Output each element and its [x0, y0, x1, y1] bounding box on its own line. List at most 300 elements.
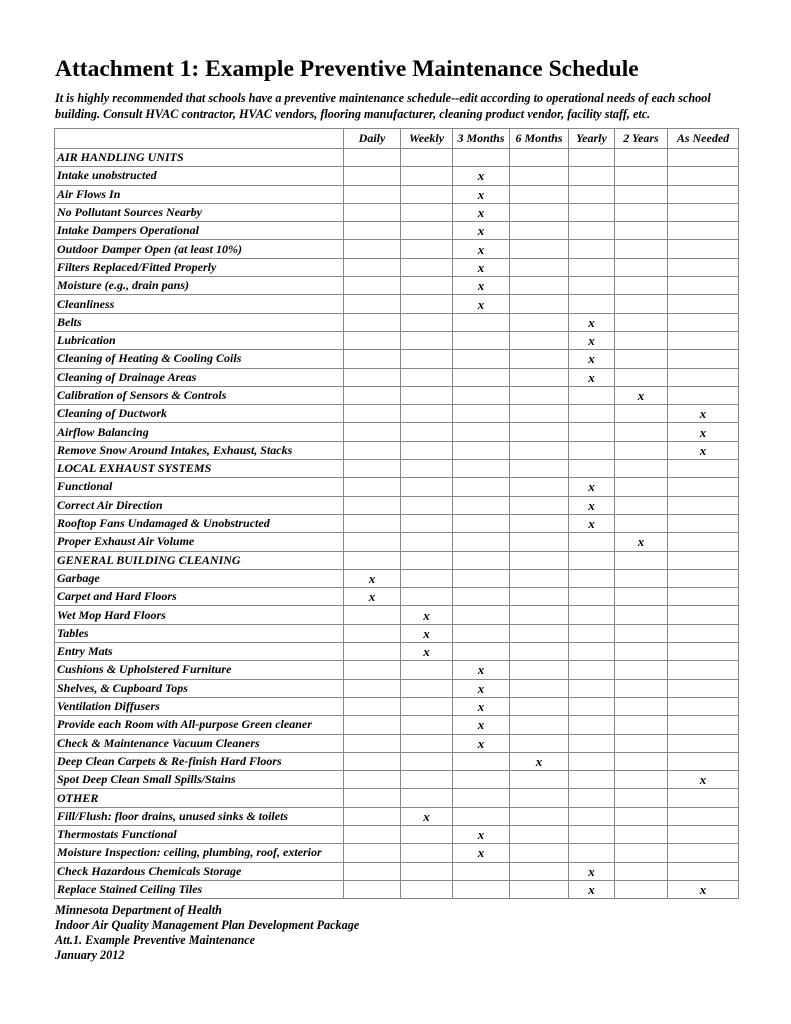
schedule-cell [615, 679, 668, 697]
task-label: Moisture (e.g., drain pans) [55, 277, 344, 295]
schedule-cell [401, 350, 453, 368]
schedule-cell [668, 789, 739, 807]
schedule-cell [510, 807, 569, 825]
task-label: Intake Dampers Operational [55, 222, 344, 240]
schedule-cell [615, 752, 668, 770]
task-label: Moisture Inspection: ceiling, plumbing, roof, exterior [55, 844, 344, 862]
schedule-cell [615, 386, 668, 404]
schedule-cell [668, 569, 739, 587]
schedule-cell [615, 606, 668, 624]
schedule-cell [344, 258, 401, 276]
schedule-cell [401, 862, 453, 880]
task-label: No Pollutant Sources Nearby [55, 203, 344, 221]
schedule-cell [510, 258, 569, 276]
schedule-cell [453, 643, 510, 661]
schedule-cell [453, 752, 510, 770]
schedule-mark: x [699, 772, 707, 788]
task-label: Ventilation Diffusers [55, 697, 344, 715]
task-label: Provide each Room with All-purpose Green cleaner [55, 716, 344, 734]
table-row [55, 679, 739, 697]
schedule-cell [615, 167, 668, 185]
schedule-cell [344, 771, 401, 789]
schedule-cell [453, 405, 510, 423]
schedule-cell [453, 825, 510, 843]
schedule-mark: x [423, 644, 430, 660]
footer-line: Indoor Air Quality Management Plan Development Package [55, 918, 360, 932]
footer [55, 903, 359, 963]
table-row [55, 624, 739, 642]
schedule-mark: x [588, 369, 595, 385]
schedule-mark: x [637, 534, 645, 550]
schedule-cell [510, 331, 569, 349]
schedule-cell [668, 185, 739, 203]
schedule-cell [668, 697, 739, 715]
schedule-cell [615, 405, 668, 423]
schedule-cell [344, 643, 401, 661]
schedule-cell [668, 734, 739, 752]
schedule-cell [510, 880, 569, 898]
schedule-cell [344, 551, 401, 569]
schedule-cell [569, 368, 615, 386]
schedule-cell [401, 277, 453, 295]
task-label: Calibration of Sensors & Controls [55, 386, 344, 404]
schedule-cell [453, 734, 510, 752]
schedule-cell [569, 752, 615, 770]
schedule-cell [510, 697, 569, 715]
task-label: Check Hazardous Chemicals Storage [55, 862, 344, 880]
schedule-cell [615, 643, 668, 661]
schedule-cell [668, 295, 739, 313]
schedule-cell [668, 825, 739, 843]
schedule-cell [668, 277, 739, 295]
schedule-mark: x [477, 735, 485, 751]
schedule-cell [569, 514, 615, 532]
table-row [55, 697, 739, 715]
schedule-cell [569, 185, 615, 203]
schedule-cell [569, 588, 615, 606]
schedule-cell [401, 588, 453, 606]
schedule-cell [569, 771, 615, 789]
schedule-cell [668, 313, 739, 331]
schedule-cell [453, 789, 510, 807]
schedule-cell [344, 295, 401, 313]
schedule-cell [453, 203, 510, 221]
schedule-cell [510, 149, 569, 167]
schedule-cell [453, 167, 510, 185]
schedule-cell [510, 441, 569, 459]
schedule-mark: x [477, 259, 485, 275]
schedule-cell [453, 606, 510, 624]
schedule-cell [569, 350, 615, 368]
schedule-cell [344, 825, 401, 843]
schedule-cell [569, 825, 615, 843]
schedule-cell [453, 862, 510, 880]
schedule-cell [453, 844, 510, 862]
schedule-cell [453, 368, 510, 386]
schedule-cell [401, 203, 453, 221]
schedule-cell [569, 405, 615, 423]
schedule-cell [401, 880, 453, 898]
schedule-mark: x [423, 808, 430, 824]
schedule-cell [344, 862, 401, 880]
schedule-cell [344, 149, 401, 167]
schedule-mark: x [477, 699, 485, 715]
schedule-mark: x [699, 424, 707, 440]
schedule-cell [569, 478, 615, 496]
schedule-cell [453, 551, 510, 569]
schedule-cell [401, 844, 453, 862]
schedule-cell [615, 551, 668, 569]
schedule-cell [668, 551, 739, 569]
task-label: Proper Exhaust Air Volume [55, 533, 344, 551]
schedule-cell [344, 277, 401, 295]
schedule-cell [615, 844, 668, 862]
schedule-mark: x [477, 827, 485, 843]
schedule-cell [401, 295, 453, 313]
task-label: Check & Maintenance Vacuum Cleaners [55, 734, 344, 752]
schedule-cell [344, 386, 401, 404]
task-label: Entry Mats [55, 643, 344, 661]
table-row [55, 533, 739, 551]
schedule-cell [344, 167, 401, 185]
schedule-cell [401, 679, 453, 697]
schedule-cell [401, 569, 453, 587]
schedule-cell [569, 697, 615, 715]
task-label: Belts [55, 313, 344, 331]
schedule-cell [401, 661, 453, 679]
schedule-mark: x [477, 662, 485, 678]
schedule-cell [401, 258, 453, 276]
footer-line: Att.1. Example Preventive Maintenance [55, 933, 256, 947]
schedule-cell [510, 771, 569, 789]
section-label: OTHER [55, 789, 344, 807]
schedule-cell [668, 149, 739, 167]
schedule-cell [668, 496, 739, 514]
header-task [55, 129, 344, 149]
task-label: Air Flows In [55, 185, 344, 203]
schedule-cell [569, 569, 615, 587]
schedule-cell [510, 679, 569, 697]
schedule-cell [510, 386, 569, 404]
schedule-cell [615, 661, 668, 679]
schedule-cell [453, 569, 510, 587]
schedule-cell [668, 716, 739, 734]
schedule-cell [401, 240, 453, 258]
task-label: Tables [55, 624, 344, 642]
schedule-cell [401, 697, 453, 715]
schedule-cell [668, 661, 739, 679]
schedule-cell [668, 331, 739, 349]
schedule-cell [510, 460, 569, 478]
schedule-cell [510, 734, 569, 752]
schedule-cell [668, 606, 739, 624]
task-label: Carpet and Hard Floors [55, 588, 344, 606]
task-label: Garbage [55, 569, 344, 587]
schedule-cell [510, 478, 569, 496]
schedule-cell [615, 331, 668, 349]
schedule-cell [344, 514, 401, 532]
task-label: Functional [55, 478, 344, 496]
schedule-mark: x [477, 278, 485, 294]
task-label: Cleaning of Heating & Cooling Coils [55, 350, 344, 368]
schedule-cell [344, 496, 401, 514]
table-row [55, 203, 739, 221]
schedule-cell [668, 386, 739, 404]
schedule-cell [569, 386, 615, 404]
schedule-cell [569, 661, 615, 679]
schedule-cell [615, 460, 668, 478]
schedule-cell [569, 222, 615, 240]
schedule-cell [668, 240, 739, 258]
task-label: Rooftop Fans Undamaged & Unobstructed [55, 514, 344, 532]
table-row [55, 222, 739, 240]
schedule-cell [668, 862, 739, 880]
schedule-cell [453, 386, 510, 404]
schedule-cell [453, 313, 510, 331]
schedule-cell [453, 423, 510, 441]
schedule-cell [668, 624, 739, 642]
table-row [55, 478, 739, 496]
table-row [55, 368, 739, 386]
schedule-cell [615, 789, 668, 807]
schedule-cell [615, 350, 668, 368]
task-label: Lubrication [55, 331, 344, 349]
schedule-cell [569, 679, 615, 697]
header-row [55, 129, 739, 149]
schedule-cell [453, 514, 510, 532]
schedule-cell [510, 350, 569, 368]
header-3-months: 3 Months [453, 129, 510, 149]
schedule-cell [569, 167, 615, 185]
schedule-cell [344, 789, 401, 807]
schedule-cell [401, 222, 453, 240]
schedule-cell [453, 679, 510, 697]
schedule-cell [615, 277, 668, 295]
table-row [55, 258, 739, 276]
schedule-cell [668, 350, 739, 368]
schedule-cell [401, 734, 453, 752]
schedule-mark: x [535, 753, 543, 769]
schedule-cell [344, 203, 401, 221]
schedule-cell [569, 643, 615, 661]
schedule-cell [453, 478, 510, 496]
schedule-cell [401, 716, 453, 734]
schedule-cell [569, 551, 615, 569]
schedule-cell [344, 368, 401, 386]
schedule-cell [453, 295, 510, 313]
schedule-cell [569, 880, 615, 898]
table-row [55, 350, 739, 368]
schedule-cell [453, 588, 510, 606]
section-label: GENERAL BUILDING CLEANING [55, 551, 344, 569]
schedule-mark: x [423, 625, 430, 641]
schedule-mark: x [588, 351, 595, 367]
schedule-cell [615, 771, 668, 789]
schedule-cell [569, 258, 615, 276]
maintenance-schedule-table [54, 128, 739, 899]
schedule-cell [453, 222, 510, 240]
footer-line: Minnesota Department of Health [55, 903, 222, 917]
table-row [55, 313, 739, 331]
schedule-cell [344, 679, 401, 697]
schedule-cell [668, 258, 739, 276]
section-row [55, 149, 739, 167]
schedule-cell [344, 624, 401, 642]
schedule-cell [569, 240, 615, 258]
schedule-cell [668, 478, 739, 496]
schedule-cell [344, 569, 401, 587]
schedule-mark: x [477, 241, 485, 257]
schedule-cell [569, 149, 615, 167]
schedule-cell [510, 185, 569, 203]
page-title: Attachment 1: Example Preventive Maintenance Schedule [55, 56, 639, 82]
schedule-cell [615, 588, 668, 606]
schedule-cell [401, 167, 453, 185]
task-label: Wet Mop Hard Floors [55, 606, 344, 624]
schedule-cell [569, 789, 615, 807]
schedule-cell [401, 441, 453, 459]
schedule-cell [453, 277, 510, 295]
schedule-cell [569, 313, 615, 331]
schedule-cell [344, 588, 401, 606]
task-label: Cleanliness [55, 295, 344, 313]
schedule-cell [401, 752, 453, 770]
section-row [55, 551, 739, 569]
schedule-cell [569, 716, 615, 734]
table-row [55, 588, 739, 606]
schedule-cell [344, 697, 401, 715]
task-label: Deep Clean Carpets & Re-finish Hard Floors [55, 752, 344, 770]
schedule-cell [453, 496, 510, 514]
header-as-needed: As Needed [668, 129, 739, 149]
schedule-cell [344, 478, 401, 496]
header-yearly: Yearly [569, 129, 615, 149]
schedule-mark: x [588, 314, 595, 330]
schedule-cell [668, 588, 739, 606]
schedule-cell [510, 313, 569, 331]
schedule-cell [668, 460, 739, 478]
table-row [55, 514, 739, 532]
table-row [55, 277, 739, 295]
schedule-cell [453, 807, 510, 825]
schedule-mark: x [699, 406, 707, 422]
schedule-mark: x [588, 882, 595, 898]
schedule-cell [615, 533, 668, 551]
schedule-cell [615, 624, 668, 642]
header-daily: Daily [344, 129, 401, 149]
schedule-cell [344, 423, 401, 441]
schedule-mark: x [368, 570, 376, 586]
schedule-cell [453, 350, 510, 368]
schedule-mark: x [477, 680, 485, 696]
schedule-cell [344, 460, 401, 478]
schedule-cell [510, 862, 569, 880]
schedule-cell [569, 203, 615, 221]
schedule-cell [510, 277, 569, 295]
schedule-cell [401, 551, 453, 569]
schedule-cell [453, 880, 510, 898]
schedule-cell [401, 478, 453, 496]
schedule-mark: x [477, 717, 485, 733]
schedule-cell [569, 734, 615, 752]
schedule-cell [569, 441, 615, 459]
section-row [55, 789, 739, 807]
schedule-cell [510, 533, 569, 551]
schedule-cell [401, 789, 453, 807]
schedule-cell [569, 606, 615, 624]
schedule-cell [668, 752, 739, 770]
schedule-cell [569, 423, 615, 441]
schedule-cell [668, 643, 739, 661]
schedule-cell [615, 222, 668, 240]
schedule-cell [510, 167, 569, 185]
schedule-cell [453, 441, 510, 459]
schedule-cell [510, 514, 569, 532]
schedule-cell [453, 258, 510, 276]
schedule-mark: x [588, 333, 595, 349]
table-row [55, 295, 739, 313]
schedule-cell [668, 533, 739, 551]
task-label: Spot Deep Clean Small Spills/Stains [55, 771, 344, 789]
table-row [55, 825, 739, 843]
schedule-cell [510, 496, 569, 514]
table-row [55, 167, 739, 185]
schedule-cell [615, 441, 668, 459]
schedule-cell [510, 240, 569, 258]
schedule-cell [344, 752, 401, 770]
table-row [55, 386, 739, 404]
schedule-cell [510, 368, 569, 386]
schedule-cell [615, 496, 668, 514]
task-label: Thermostats Functional [55, 825, 344, 843]
schedule-cell [615, 185, 668, 203]
schedule-cell [668, 679, 739, 697]
schedule-mark: x [588, 863, 595, 879]
schedule-cell [401, 331, 453, 349]
schedule-cell [344, 880, 401, 898]
schedule-cell [453, 624, 510, 642]
schedule-mark: x [477, 168, 485, 184]
schedule-cell [344, 350, 401, 368]
task-label: Shelves, & Cupboard Tops [55, 679, 344, 697]
schedule-cell [510, 844, 569, 862]
section-label: AIR HANDLING UNITS [55, 149, 344, 167]
schedule-cell [344, 533, 401, 551]
table-row [55, 405, 739, 423]
schedule-cell [510, 825, 569, 843]
task-label: Airflow Balancing [55, 423, 344, 441]
schedule-cell [453, 716, 510, 734]
schedule-cell [668, 880, 739, 898]
schedule-mark: x [477, 223, 485, 239]
section-label: LOCAL EXHAUST SYSTEMS [55, 460, 344, 478]
table-row [55, 716, 739, 734]
schedule-cell [615, 368, 668, 386]
schedule-cell [344, 331, 401, 349]
schedule-cell [453, 661, 510, 679]
table-row [55, 569, 739, 587]
schedule-cell [615, 478, 668, 496]
footer-line: January 2012 [55, 948, 125, 962]
schedule-cell [615, 716, 668, 734]
schedule-cell [569, 844, 615, 862]
schedule-cell [344, 441, 401, 459]
table-row [55, 807, 739, 825]
schedule-cell [510, 661, 569, 679]
schedule-cell [344, 716, 401, 734]
schedule-cell [668, 441, 739, 459]
schedule-mark: x [588, 516, 595, 532]
